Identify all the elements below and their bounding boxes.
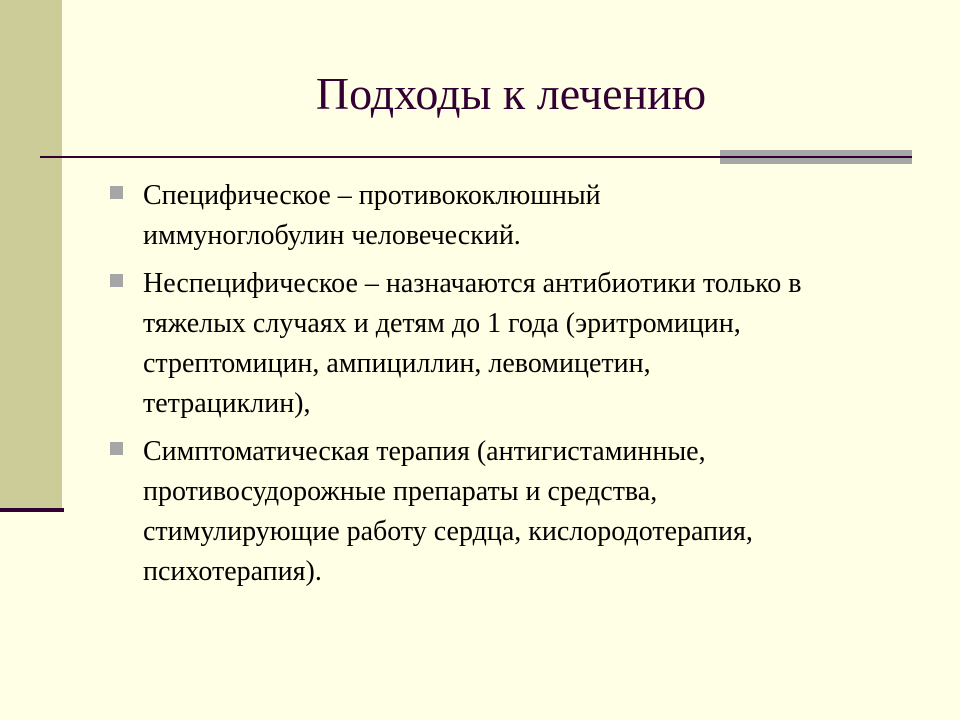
- bullet-line: Специфическое – противококлюшный: [143, 180, 601, 211]
- square-bullet-icon: [110, 274, 123, 287]
- bullet-line: иммуноглобулин человеческий.: [143, 220, 521, 251]
- title-accent-bars: [720, 150, 912, 164]
- bullet-item-symptomatic: [110, 432, 920, 592]
- title-accent-bar: [720, 150, 912, 156]
- bullet-line: тетрациклин),: [143, 388, 311, 419]
- bullet-line: Неспецифическое – назначаются антибиотики только в: [143, 268, 802, 299]
- square-bullet-icon: [110, 186, 123, 199]
- bullet-line: тяжелых случаях и детям до 1 года (эритромицин,: [143, 308, 741, 339]
- slide-title: Подходы к лечению: [315, 68, 707, 119]
- bullet-item-nonspecific: [110, 264, 920, 424]
- bullet-line: стрептомицин, ампициллин, левомицетин,: [143, 348, 651, 379]
- side-decor-band: [0, 0, 62, 511]
- bullet-list: [110, 176, 920, 600]
- title-accent-bar: [720, 158, 912, 164]
- square-bullet-icon: [110, 442, 123, 455]
- bullet-line: Симптоматическая терапия (антигистаминные,: [143, 436, 706, 467]
- side-decor-rule: [0, 508, 64, 512]
- bullet-line: противосудорожные препараты и средства,: [143, 476, 658, 507]
- bullet-line: психотерапия).: [143, 556, 322, 587]
- bullet-line: стимулирующие работу сердца, кислородотерапия,: [143, 516, 753, 547]
- bullet-item-specific: [110, 176, 920, 256]
